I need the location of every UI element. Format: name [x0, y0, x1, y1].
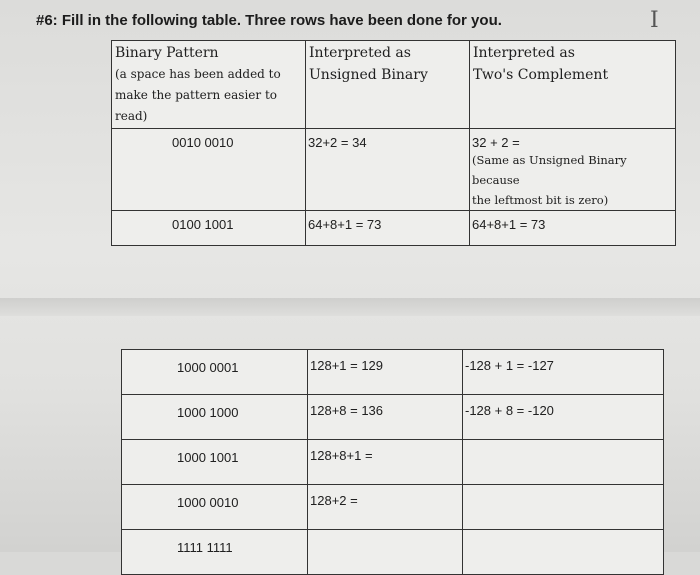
header-row — [112, 41, 676, 129]
binary-cell: 0100 1001 — [112, 211, 306, 246]
page-fold — [0, 298, 700, 316]
table-row — [112, 129, 676, 211]
binary-cell: 0010 0010 — [112, 129, 306, 211]
twos-cell — [463, 440, 664, 485]
unsigned-cell: 128+2 = — [308, 485, 463, 530]
header-binary-line2: (a space has been added to — [115, 67, 281, 81]
unsigned-cell: 64+8+1 = 73 — [306, 211, 470, 246]
twos-cell: -128 + 8 = -120 — [463, 395, 664, 440]
twos-note-line2: the leftmost bit is zero) — [472, 193, 609, 207]
question-title: #6: Fill in the following table. Three rows have been done for you. — [36, 12, 502, 29]
unsigned-cell: 128+8 = 136 — [308, 395, 463, 440]
binary-cell: 1000 1000 — [122, 395, 308, 440]
unsigned-cell: 128+1 = 129 — [308, 350, 463, 395]
table-bottom — [121, 349, 664, 575]
header-unsigned — [306, 41, 470, 129]
header-binary-pattern — [112, 41, 306, 129]
header-twos — [470, 41, 676, 129]
unsigned-cell — [308, 530, 463, 575]
header-binary-line1: Binary Pattern — [115, 45, 219, 61]
table-row — [122, 530, 664, 575]
twos-note-line1: (Same as Unsigned Binary because — [472, 153, 627, 187]
text-cursor-icon: I — [650, 8, 659, 33]
binary-cell: 1000 0001 — [122, 350, 308, 395]
header-twos-line1: Interpreted as — [473, 45, 575, 61]
twos-cell — [463, 485, 664, 530]
table-row — [122, 485, 664, 530]
header-unsigned-line2: Unsigned Binary — [309, 67, 428, 83]
twos-value: 32 + 2 = — [472, 135, 520, 150]
unsigned-cell: 32+2 = 34 — [306, 129, 470, 211]
header-twos-line2: Two's Complement — [473, 67, 609, 83]
twos-cell — [470, 129, 676, 211]
table-row — [122, 440, 664, 485]
table-row — [122, 395, 664, 440]
table-top — [111, 40, 676, 246]
unsigned-cell: 128+8+1 = — [308, 440, 463, 485]
table-row — [112, 211, 676, 246]
header-unsigned-line1: Interpreted as — [309, 45, 411, 61]
binary-cell: 1111 1111 — [122, 530, 308, 575]
twos-cell: 64+8+1 = 73 — [470, 211, 676, 246]
twos-cell: -128 + 1 = -127 — [463, 350, 664, 395]
header-binary-line3: make the pattern easier to read) — [115, 88, 277, 123]
table-row — [122, 350, 664, 395]
twos-cell — [463, 530, 664, 575]
binary-cell: 1000 1001 — [122, 440, 308, 485]
binary-cell: 1000 0010 — [122, 485, 308, 530]
